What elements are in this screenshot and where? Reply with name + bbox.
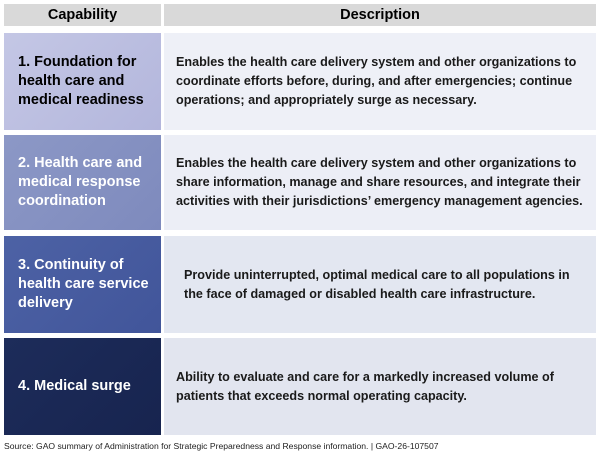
description-cell: Ability to evaluate and care for a markedly increased volume of patients that exceeds normal operating capacity. — [164, 338, 596, 435]
table-row — [4, 338, 596, 435]
capability-cell: 2. Health care and medical response coordination — [4, 135, 161, 230]
capability-cell: 3. Continuity of health care service delivery — [4, 236, 161, 333]
description-cell: Enables the health care delivery system and other organizations to share information, manage and share resources, and integrate their activities with their jurisdictions’ emergency management agencies. — [164, 135, 596, 230]
description-cell: Enables the health care delivery system and other organizations to coordinate efforts before, during, and after emergencies; continue operations; and appropriately surge as necessary. — [164, 33, 596, 130]
description-cell: Provide uninterrupted, optimal medical care to all populations in the face of damaged or disabled health care infrastructure. — [164, 236, 596, 333]
capability-cell: 1. Foundation for health care and medical readiness — [4, 33, 161, 130]
table-row — [4, 135, 596, 230]
capability-column-header: Capability — [4, 4, 161, 26]
table-row — [4, 236, 596, 333]
capability-cell: 4. Medical surge — [4, 338, 161, 435]
table-row — [4, 33, 596, 130]
capabilities-table — [4, 0, 596, 403]
description-column-header: Description — [164, 4, 596, 26]
table-header-row — [4, 0, 596, 31]
source-note: Source: GAO summary of Administration for Strategic Preparedness and Response information. | GAO-26-107507 — [4, 441, 439, 451]
